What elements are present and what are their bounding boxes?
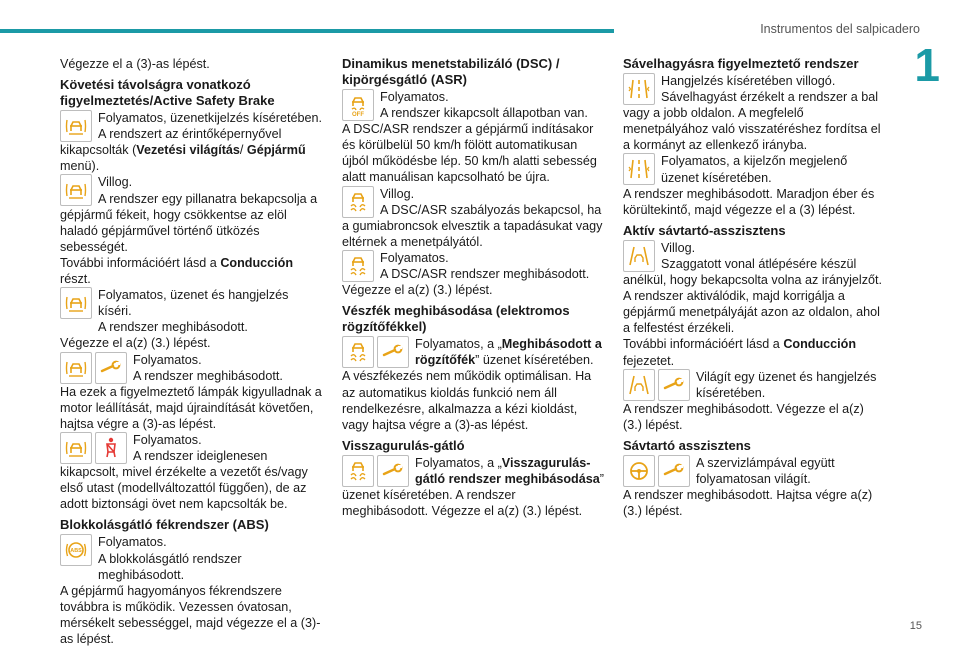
desc-text: A rendszer meghibásodott. Hajtsa végre a(z) (3.) lépést. [623, 488, 873, 519]
desc-text: A rendszer meghibásodott. Végezze el a(z) (3.) lépést. [623, 401, 864, 432]
desc-text: gépjármű fékeit, hogy csökkentse az elöl haladó gépjárművel történő ütközés sebességét. [60, 207, 287, 254]
header-accent-bar [0, 29, 614, 33]
status-text: Folyamatos, a „Meghibásodott a rögzítőfék” üzenet kíséretében. [415, 337, 602, 368]
lane-departure-icon [623, 73, 655, 105]
status-text: Folyamatos. [98, 535, 167, 550]
service-wrench-icon [95, 352, 127, 384]
dsc-icon [342, 250, 374, 282]
column-2 [342, 56, 604, 519]
desc-text: a gumiabroncsok elvesztik a tapadásukat vagy eltérnek a menetpályától. [342, 218, 603, 249]
collision-warning-icon [60, 174, 92, 206]
list-item [623, 73, 885, 105]
desc-text: Végezze el a(z) (3.) lépést. [60, 336, 211, 351]
status-text: A szervizlámpával együtt folyamatosan világít. [696, 455, 835, 487]
list-item [60, 110, 322, 142]
status-text: Folyamatos, üzenetkijelzés kíséretében. [98, 111, 323, 126]
status-text: Folyamatos. [380, 250, 449, 265]
abs-icon [60, 534, 92, 566]
desc-text: A gépjármű hagyományos fékrendszere továbbra is működik. Vezessen óvatosan, mérsékelt sebességgel, majd végezze el a (3)-as lépést. [60, 583, 321, 646]
list-item [623, 369, 885, 401]
service-wrench-icon [377, 455, 409, 487]
page-number: 15 [909, 620, 922, 632]
desc-text: A rendszert az érintőképernyővel [98, 127, 282, 142]
list-item [623, 455, 885, 487]
desc-text: A rendszer meghibásodott. [133, 368, 283, 383]
desc-text: kikapcsolták (Vezetési világítás/ Gépjármű menü). [60, 143, 306, 174]
desc-text: A rendszer ideiglenesen [133, 449, 268, 464]
desc-text: A blokkolásgátló rendszer meghibásodott. [98, 551, 242, 582]
lane-assist-icon [623, 240, 655, 272]
status-text: Világít egy üzenet és hangjelzés kíséretében. [696, 369, 877, 400]
section-heading-abs: Blokkolásgátló fékrendszer (ABS) [60, 517, 269, 533]
seatbelt-icon [95, 432, 127, 464]
list-item [342, 89, 604, 121]
svg-text:ABS: ABS [70, 548, 82, 555]
status-text: Villog. [661, 240, 696, 255]
status-text: Folyamatos. [380, 90, 449, 104]
status-text: Folyamatos. [133, 432, 202, 447]
list-item [60, 174, 322, 206]
desc-text: A rendszer meghibásodott. [98, 320, 248, 335]
intro-text: Végezze el a (3)-as lépést. [60, 57, 210, 71]
status-text: Folyamatos. [133, 352, 202, 367]
dsc-off-icon [342, 89, 374, 121]
desc-text: anélkül, hogy bekapcsolta volna az irányjelzőt. A rendszer aktiválódik, majd korrigálja a gépjármű menetpályáját azon az oldalon, ahol a felfestést érzékeli. [623, 273, 883, 336]
section-heading-lane-departure: Sávelhagyásra figyelmeztető rendszer [623, 56, 859, 71]
service-wrench-icon [658, 455, 690, 487]
list-item [60, 287, 322, 335]
list-item [342, 186, 604, 218]
desc-text: A DSC/ASR rendszer meghibásodott. [380, 267, 590, 282]
service-wrench-icon [377, 336, 409, 368]
list-item [342, 455, 604, 487]
section-heading-active-safety-brake: Követési távolságra vonatkozó figyelmeztetés/Active Safety Brake [60, 77, 275, 109]
collision-warning-icon [60, 287, 92, 319]
lane-assist-icon [623, 369, 655, 401]
collision-warning-icon [60, 352, 92, 384]
status-text: Villog. [98, 175, 133, 190]
section-heading-emergency-brake: Vészfék meghibásodása (elektromos rögzítőfékkel) [342, 303, 570, 335]
desc-text: A DSC/ASR szabályozás bekapcsol, ha [380, 202, 602, 217]
dsc-icon [342, 336, 374, 368]
column-1 [60, 56, 322, 647]
desc-text: A rendszer meghibásodott. Maradjon éber és körültekintő, majd végezze el a (3) lépést. [623, 186, 875, 217]
chapter-number: 1 [914, 39, 940, 91]
list-item [60, 352, 322, 384]
list-item [342, 336, 604, 368]
desc-text: Végezze el a(z) (3.) lépést. [342, 283, 493, 298]
desc-text: A rendszer egy pillanatra bekapcsolja a [98, 191, 318, 206]
desc-text: vagy a jobb oldalon. A megfelelő menetpályához való visszatéréshez fordítsa el a kormányt az ellenkező irányba. [623, 106, 881, 153]
service-wrench-icon [658, 369, 690, 401]
desc-text: kikapcsolt, mivel érzékelte a vezetőt és/vagy első utast (modellváltozattól függően), de az adott biztonsági övet nem kapcsolták be. [60, 465, 308, 512]
section-heading-hill-start: Visszagurulás-gátló [342, 437, 465, 453]
status-text: Folyamatos, üzenet és hangjelzés kíséri. [98, 288, 289, 319]
collision-warning-icon [60, 110, 92, 142]
reference-text: További információért lásd a Conducción fejezetet. [623, 337, 857, 368]
list-item [60, 534, 322, 582]
desc-text: Szaggatott vonal átlépésére készül [661, 256, 857, 271]
desc-text: Ha ezek a figyelmeztető lámpák kigyulladnak a motor leállítását, majd újraindítását követően, hajtsa végre a (3)-as lépést. [60, 384, 322, 431]
svg-text:OFF: OFF [352, 112, 364, 117]
status-text: Hangjelzés kíséretében villogó. [661, 74, 836, 88]
section-heading-lane-keeping: Sávtartó asszisztens [623, 437, 751, 453]
desc-text: A rendszer kikapcsolt állapotban van. [380, 106, 588, 121]
list-item [623, 240, 885, 272]
status-text: Folyamatos, a „Visszagurulás-gátló rendszer meghibásodása” [415, 455, 604, 486]
collision-warning-icon [60, 432, 92, 464]
section-heading-active-lane-keeping: Aktív sávtartó-asszisztens [623, 222, 786, 238]
list-item [623, 153, 885, 185]
status-text: Folyamatos, a kijelzőn megjelenő üzenet kíséretében. [661, 154, 848, 185]
status-text: Villog. [380, 186, 415, 201]
list-item [60, 432, 322, 464]
desc-text: üzenet kíséretében. A rendszer meghibásodott. Végezze el a(z) (3.) lépést. [342, 487, 583, 519]
dsc-icon [342, 455, 374, 487]
desc-text: A DSC/ASR rendszer a gépjármű indításakor és körülbelül 50 km/h fölött automatikusan újból működésbe lép. 50 km/h alatti sebesség alatt manuálisan kapcsolható be újra. [342, 122, 597, 185]
steering-wheel-icon [623, 455, 655, 487]
desc-text: Sávelhagyást érzékelt a rendszer a bal [661, 90, 879, 105]
dsc-icon [342, 186, 374, 218]
desc-text: A vészfékezés nem működik optimálisan. Ha az automatikus kioldás funkció nem áll rendelkezésre, alkalmazza a kézi kioldást, vagy hajtsa végre a (3)-as lépést. [342, 369, 592, 432]
section-heading-dsc-asr: Dinamikus menetstabilizáló (DSC) / kipörgésgátló (ASR) [342, 56, 560, 87]
page-header-title: Instrumentos del salpicadero [760, 22, 920, 36]
reference-text: További információért lásd a Conducción részt. [60, 255, 294, 287]
column-3 [623, 56, 885, 519]
list-item [342, 250, 604, 282]
lane-departure-icon [623, 153, 655, 185]
